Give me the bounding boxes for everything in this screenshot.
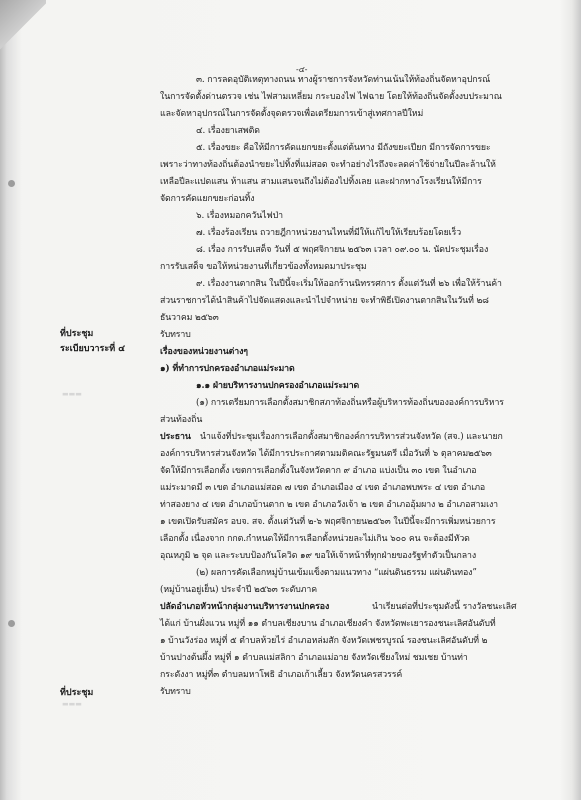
bleed-through-mark: ▬▬▬ (62, 700, 82, 708)
section-heading: ๑) ที่ทำการปกครองอำเภอแม่ระมาด (160, 364, 295, 374)
body-line: นำเรียนต่อที่ประชุมดังนี้ รางวัลชนะเลิศ (372, 602, 517, 612)
body-line: จัดให้มีการเลือกตั้ง เขตการเลือกตั้งในจังหวัดตาก ๙ อำเภอ แบ่งเป็น ๓๐ เขต ในอำเภอ (160, 466, 477, 476)
body-line: ๔. เรื่องยาเสพติด (196, 126, 260, 136)
body-line: เหลือปีละแปดแสน ห้าแสน สามแสนจนถึงไม่ต้องไปทิ้งเลย และฝากทางโรงเรียนให้มีการ (160, 177, 482, 187)
body-line: ๑ เขตเปิดรับสมัคร อบจ. สจ. ตั้งแต่วันที่ ๒-๖ พฤศจิกายน๒๕๖๓ ในปีนี้จะมีการเพิ่มหน่วยการ (160, 517, 496, 527)
body-line: รับทราบ (160, 687, 191, 697)
body-line: (๒) ผลการคัดเลือกหมู่บ้านเข้มแข็งตามแนวทาง “แผ่นดินธรรม แผ่นดินทอง” (196, 568, 477, 578)
body-line: ธันวาคม ๒๕๖๓ (160, 313, 219, 323)
label-agenda-4: ระเบียบวาระที่ ๔ (60, 344, 126, 354)
folded-corner (0, 0, 46, 52)
subsection-heading: ๑.๑ ฝ่ายบริหารงานปกครองอำเภอแม่ระมาด (196, 381, 360, 391)
body-line: บ้านปางต้นผึ้ง หมู่ที่ ๑ ตำบลแม่สลิกา อำเภอแม่อาย จังหวัดเชียงใหม่ ชมเชย บ้านท่า (160, 653, 468, 663)
body-line: อุณหภูมิ ๒ จุด และระบบป้องกันโควิด ๑๙ ขอให้เจ้าหน้าที่ทุกฝ่ายของรัฐทำตัวเป็นกลาง (160, 551, 477, 561)
body-line: ๕. เรื่องขยะ คือให้มีการคัดแยกขยะตั้งแต่ต้นทาง มีถังขยะเปียก มีการจัดการขยะ (196, 143, 491, 153)
body-line: ในการจัดตั้งด่านตรวจ เช่น ไฟสามเหลี่ยม กระบองไฟ ไฟฉาย โดยให้ท้องถิ่นจัดตั้งงบประมาณ (160, 92, 502, 102)
body-line: กระดังงา หมู่ที่๓ ตำบลมหาโพธิ อำเภอเก้าเลี้ยว จังหวัดนครสวรรค์ (160, 670, 403, 680)
label-meeting: ที่ประชุม (60, 688, 94, 698)
body-line: แม่ระมาดมี ๓ เขต อำเภอแม่สอด ๗ เขต อำเภอเมือง ๔ เขต อำเภอพบพระ ๔ เขต อำเภอ (160, 483, 486, 493)
body-line: นำแจ้งที่ประชุมเรื่องการเลือกตั้งสมาชิกองค์การบริหารส่วนจังหวัด (สจ.) และนายก (200, 432, 503, 442)
body-line: เลือกตั้ง เนื่องจาก กกต.กำหนดให้มีการเลือกตั้งหน่วยละไม่เกิน ๖๐๐ คน จะต้องมีหัวด (160, 534, 470, 544)
speaker-label: ปลัดอำเภอหัวหน้ากลุ่มงานบริหารงานปกครอง (160, 602, 330, 612)
body-line: ส่วนราชการได้นำสินค้าไปจัดแสดงและนำไปจำหน่าย จะทำพิธีเปิดงานตากสินในวันที่ ๒๘ (160, 296, 489, 306)
body-line: การรับเสด็จ ขอให้หน่วยงานที่เกี่ยวข้องทั้งหมดมาประชุม (160, 262, 367, 272)
page-number: -๔- (296, 65, 308, 74)
body-line: และจัดหาอุปกรณ์ในการจัดตั้งจุดตรวจเพื่อเตรียมการเข้าสู่เทศกาลปีใหม่ (160, 109, 424, 119)
bleed-through-mark: ▬▬▬ (62, 390, 82, 398)
body-line: ส่วนท้องถิ่น (160, 415, 203, 425)
body-line: ๓. การลดอุบัติเหตุทางถนน ทางผู้ราชการจังหวัดท่านเน้นให้ท้องถิ่นจัดหาอุปกรณ์ (196, 75, 491, 85)
label-meeting: ที่ประชุม (60, 329, 94, 339)
body-line: ๘. เรื่อง การรับเสด็จ วันที่ ๕ พฤศจิกายน ๒๕๖๓ เวลา ๐๙.๐๐ น. นัดประชุมเรื่อง (196, 245, 489, 255)
body-line: เพราะว่าทางท้องถิ่นต้องนำขยะไปทิ้งที่แม่สอด จะทำอย่างไรถึงจะลดค่าใช้จ่ายในปีละล้านให้ (160, 160, 496, 170)
body-line: (๑) การเตรียมการเลือกตั้งสมาชิกสภาท้องถิ่นหรือผู้บริหารท้องถิ่นขององค์การบริหาร (196, 398, 504, 408)
body-line: จัดการคัดแยกขยะก่อนทิ้ง (160, 194, 255, 204)
body-line: (หมู่บ้านอยู่เย็น) ประจำปี ๒๕๖๓ ระดับภาค (160, 585, 318, 595)
speaker-label: ประธาน (160, 432, 191, 442)
body-line: ๙. เรื่องงานตากสิน ในปีนี้จะเริ่มให้ออกร้านนิทรรศการ ตั้งแต่วันที่ ๒๖ เพื่อให้ร้านค้า (196, 279, 502, 289)
body-line: ท่าสองยาง ๔ เขต อำเภอบ้านตาก ๒ เขต อำเภอวังเจ้า ๒ เขต อำเภออุ้มผาง ๒ อำเภอสามเงา (160, 500, 499, 510)
body-line: ได้แก่ บ้านฝั่งแวน หมู่ที่ ๑๑ ตำบลเชียงบาน อำเภอเชียงคำ จังหวัดพะเยารองชนะเลิศอันดับที่ (160, 619, 496, 629)
body-line: องค์การบริหารส่วนจังหวัด ได้มีการประกาศตามมติคณะรัฐมนตรี เมื่อวันที่ ๖ ตุลาคม๒๕๖๓ (160, 449, 492, 459)
body-line: ๑ บ้านวังร่อง หมู่ที่ ๕ ตำบลห้วยไร่ อำเภอหล่มสัก จังหวัดเพชรบูรณ์ รองชนะเลิศอันดับที่ ๒ (160, 636, 488, 646)
body-line: ๗. เรื่องร้องเรียน ถวายฎีกาหน่วยงานไหนที่มีให้แก้ไขให้เรียบร้อยโดยเร็ว (196, 228, 462, 238)
body-line: รับทราบ (160, 330, 191, 340)
body-line: ๖. เรื่องหมอกควันไฟป่า (196, 211, 283, 221)
section-heading: เรื่องของหน่วยงานต่างๆ (160, 347, 248, 357)
